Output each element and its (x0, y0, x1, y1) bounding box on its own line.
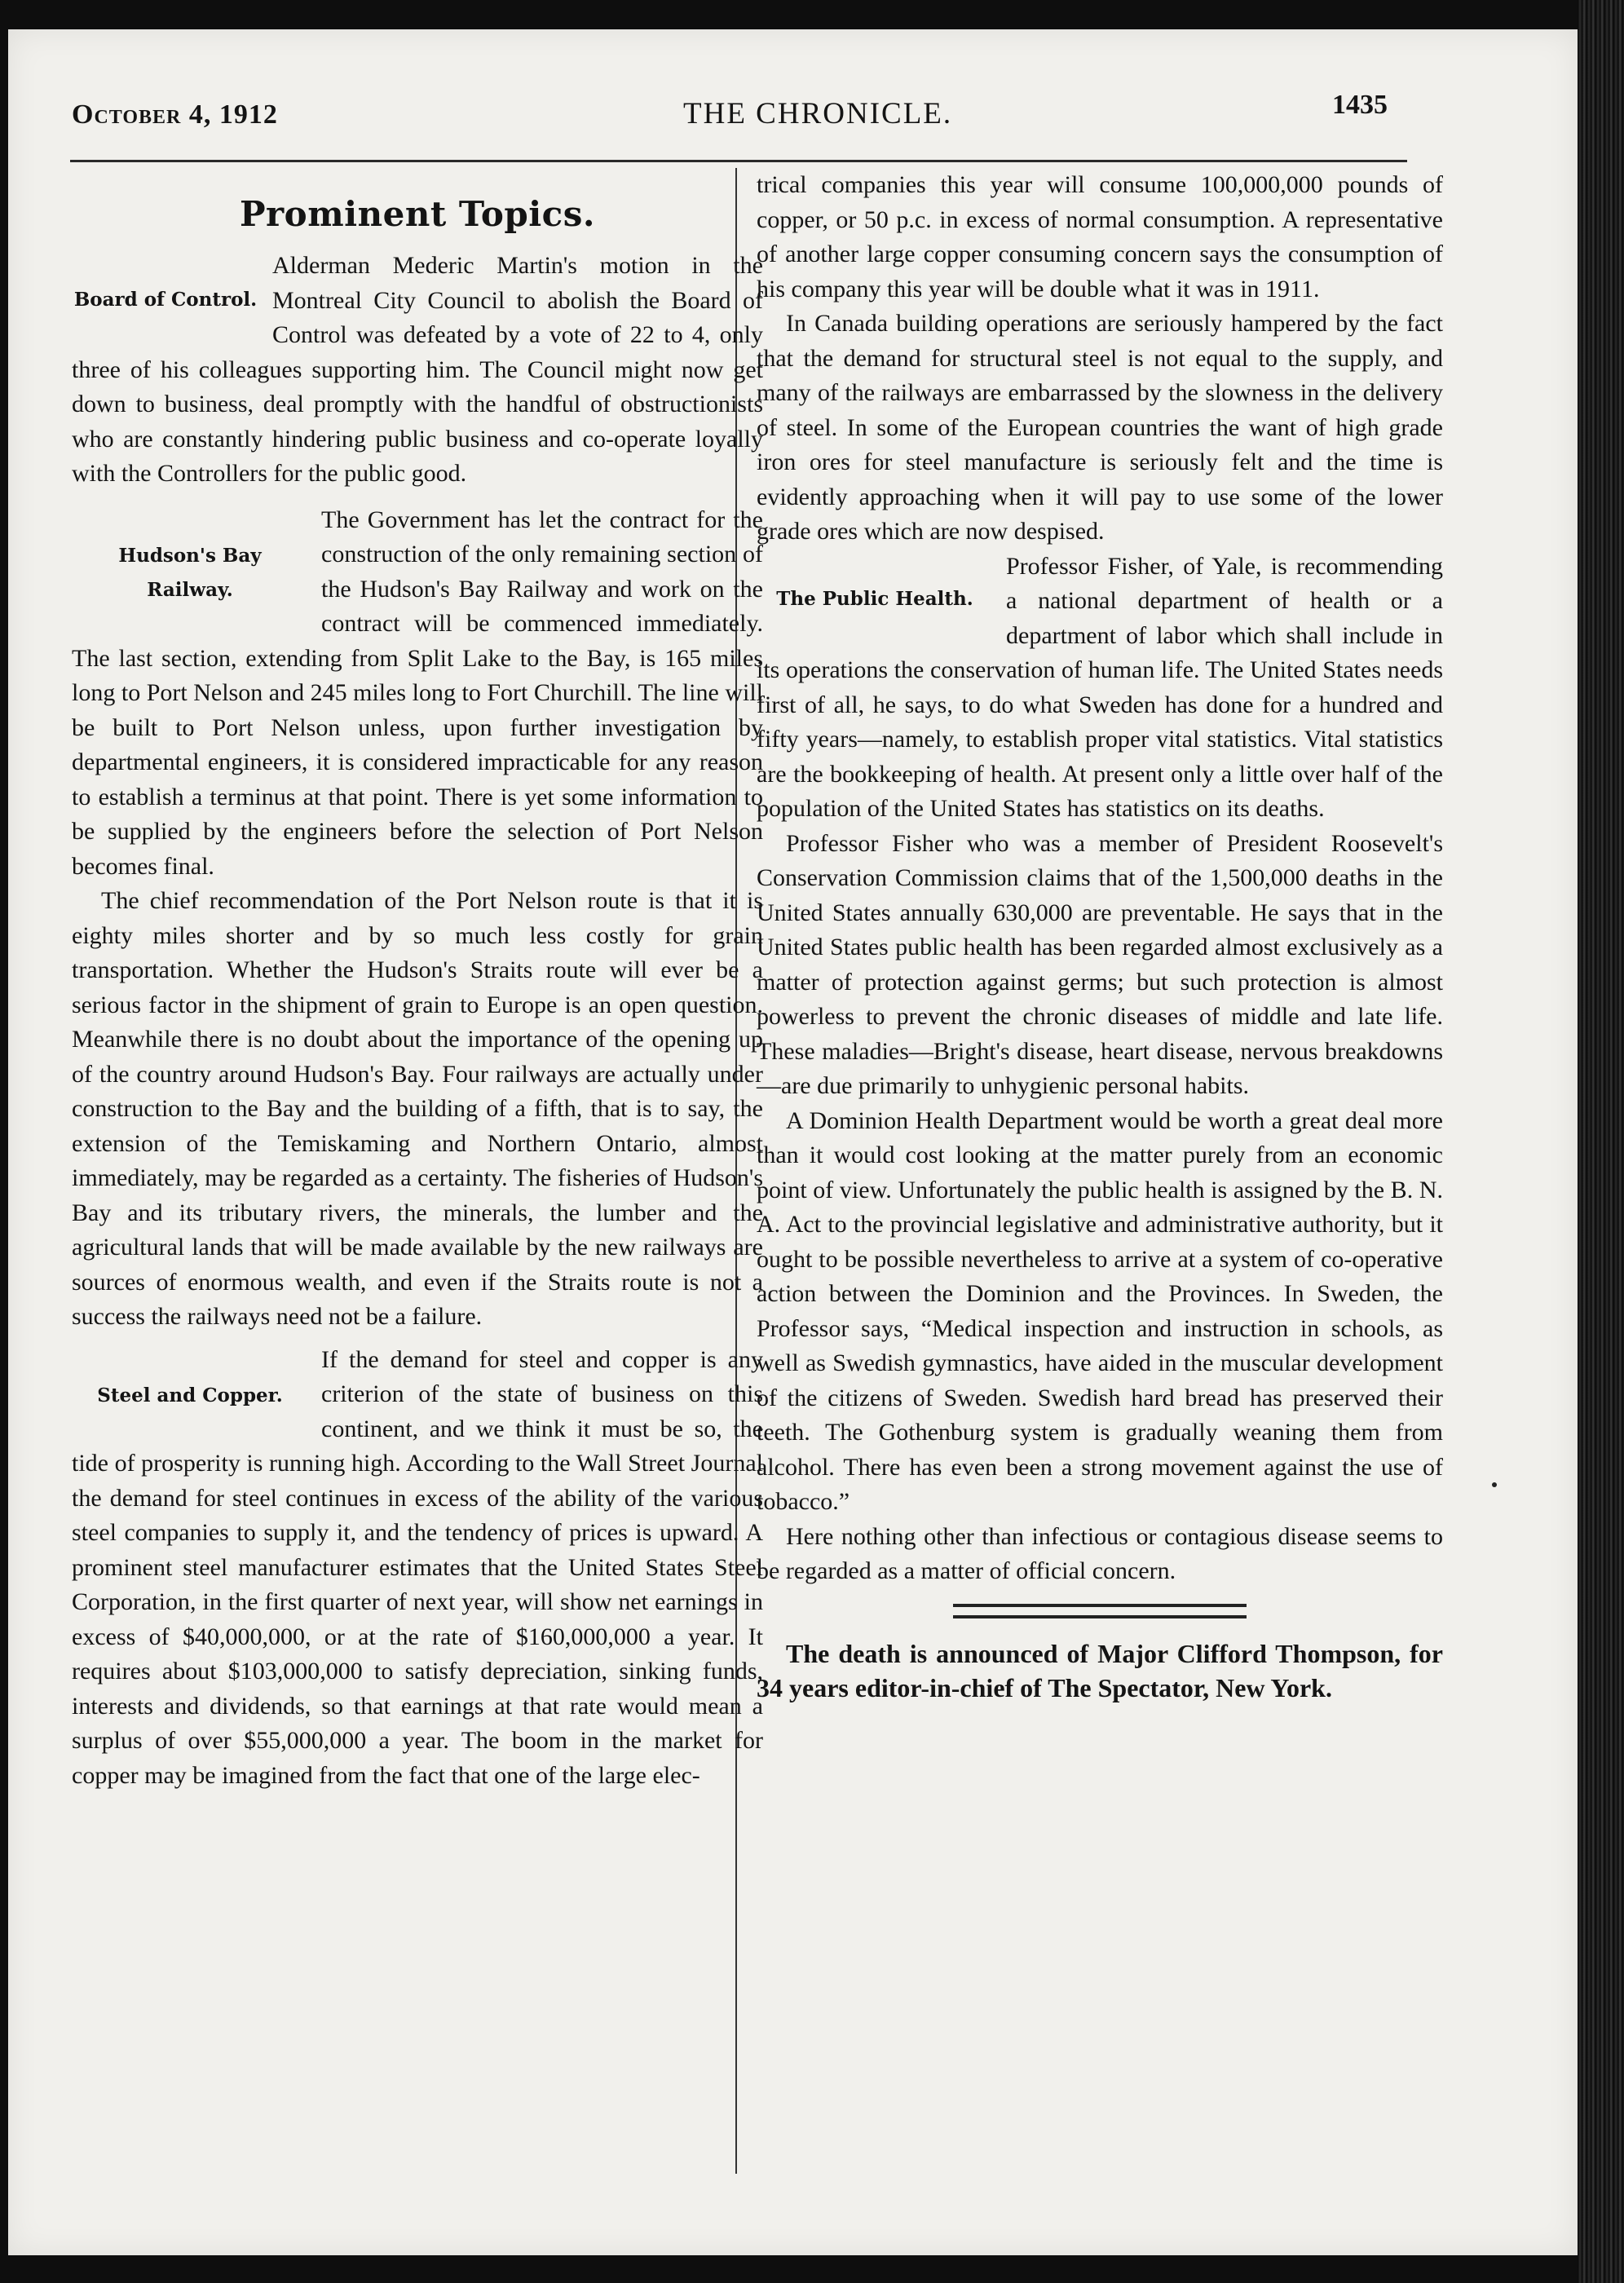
issue-date: October 4, 1912 (72, 99, 278, 130)
sidehead-steel-and-copper: Steel and Copper. (97, 1384, 283, 1406)
sidehead-public-health: The Public Health. (776, 587, 973, 610)
death-notice: The death is announced of Major Clifford Thompson, for 34 years editor-in-chief of The Spectator, New York. (757, 1638, 1443, 1702)
left-column (72, 168, 763, 1793)
publication-title: THE CHRONICLE. (683, 97, 953, 130)
right-column (757, 168, 1443, 1705)
topic-text: The Government has let the contract for the construction of the only remaining section of the Hudson's Bay Railway and work on the contract will be commenced immediately. The last section, extending from Split Lake to the Bay, is 165 miles long to Port Nelson and 245 miles long to Fort Churchill. The line will be built to Port Nelson unless, upon further investigation by departmental engineers, it is considered impracticable for any reason to establish a terminus at that point. There is yet some information to be supplied by the engineers before the selection of Port Nelson becomes final. (72, 506, 763, 880)
topic-text: Professor Fisher, of Yale, is recommending a national department of health or a department of labor which shall include in its operations the conservation of human life. The United States needs first of all, he says, to do what Sweden has done for a hundred and fifty years—namely, to establish proper vital statistics. Vital statistics are the bookkeeping of health. At present only a little over half of the population of the United States has statistics on its deaths. (757, 552, 1443, 822)
newspaper-page (8, 29, 1578, 2255)
paragraph: Here nothing other than infectious or contagious disease seems to be regarded as a matter of official concern. (757, 1522, 1443, 1584)
sidehead-line-2: Railway. (147, 579, 233, 601)
topic-steel-and-copper (72, 1343, 763, 1794)
topic-text: Alderman Mederic Martin's motion in the Montreal City Council to abolish the Board of Control was defeated by a vote of 22 to 4, only three of his colleagues supporting him. The Council might now get down to business, deal promptly with the handful of obstructionists who are constantly hindering public business and co-operate loyally with the Controllers for the public good. (72, 252, 763, 487)
topic-public-health (757, 550, 1443, 1589)
header-rule (70, 160, 1407, 162)
scan-border-left (0, 0, 8, 2283)
page-number: 1435 (1332, 90, 1388, 120)
ink-speck (1492, 1482, 1497, 1487)
scan-border-bottom (0, 2255, 1624, 2283)
double-rule-divider (953, 1604, 1247, 1618)
topic-text-continued: The chief recommendation of the Port Nelson route is that it is eighty miles shorter and by so much less costly for grain transportation. Whether the Hudson's Straits route will ever be a serious factor in the shipment of grain to Europe is an open question. Meanwhile there is no doubt about the importance of the opening up of the country around Hudson's Bay. Four railways are actually under construction to the Bay and the building of a fifth, that is to say, the extension of the Temiskaming and Northern Ontario, almost immediately, may be regarded as a certainty. The fisheries of Hudson's Bay and its tributary rivers, the minerals, the lumber and the agricultural lands that will be made available by the new railways are sources of enormous wealth, and even if the Straits route is not a success the railways need not be a failure. (72, 887, 763, 1330)
section-title: Prominent Topics. (239, 194, 596, 234)
paragraph: In Canada building operations are seriously hampered by the fact that the demand for structural steel is not equal to the supply, and many of the railways are embarrassed by the slowness in the delivery of steel. In some of the European countries the want of high grade iron ores for steel manufacture is seriously felt and the time is evidently approaching when it will pay to use some of the lower grade ores which are now despised. (757, 310, 1443, 545)
book-spine-edge (1578, 0, 1624, 2283)
sidehead-hudsons-bay-railway (72, 503, 308, 608)
topic-hudsons-bay-railway (72, 503, 763, 1335)
topic-board-of-control (72, 249, 763, 492)
paragraph: Professor Fisher who was a member of President Roosevelt's Conservation Commission claims that of the 1,500,000 deaths in the United States annually 630,000 are preventable. He says that in the United States public health has been regarded almost exclusively as a matter of protection against germs; but such protection is almost powerless to prevent the chronic diseases of middle and late life. These maladies—Bright's disease, heart disease, nervous breakdowns—are due primarily to unhygienic personal habits. (757, 829, 1443, 1099)
scan-border-top (0, 0, 1624, 29)
continued-text: trical companies this year will consume 100,000,000 pounds of copper, or 50 p.c. in excess of normal consumption. A representative of another large copper consuming concern says the consumption of his company this year will be double what it was in 1911. (757, 171, 1443, 302)
topic-text: If the demand for steel and copper is any criterion of the state of business on this continent, and we think it must be so, the tide of prosperity is running high. According to the Wall Street Journal the demand for steel continues in excess of the ability of the various steel companies to supply it, and the tendency of prices is upward. A prominent steel manufacturer estimates that the United States Steel Corporation, in the first quarter of next year, will show net earnings in excess of $40,000,000, or at the rate of $160,000,000 a year. It requires about $103,000,000 to satisfy depreciation, sinking funds, interests and dividends, so that earnings at that rate would mean a surplus of over $55,000,000 a year. The boom in the market for copper may be imagined from the fact that one of the large elec- (72, 1345, 763, 1789)
sidehead-line-1: Hudson's Bay (118, 544, 262, 567)
paragraph: A Dominion Health Department would be worth a great deal more than it would cost looking at the matter purely from an economic point of view. Unfortunately the public health is assigned by the B. N. A. Act to the provincial legislative and administrative authority, but it ought to be possible nevertheless to arrive at a system of co-operative action between the Dominion and the Provinces. In Sweden, the Professor says, “Medical inspection and instruction in schools, as well as Swedish gymnastics, have aided in the muscular development of the citizens of Sweden. Swedish hard bread has preserved their teeth. The Gothenburg system is gradually weaning them from alcohol. There has even been a strong movement against the use of tobacco.” (757, 1106, 1443, 1515)
sidehead-board-of-control: Board of Control. (73, 289, 258, 311)
